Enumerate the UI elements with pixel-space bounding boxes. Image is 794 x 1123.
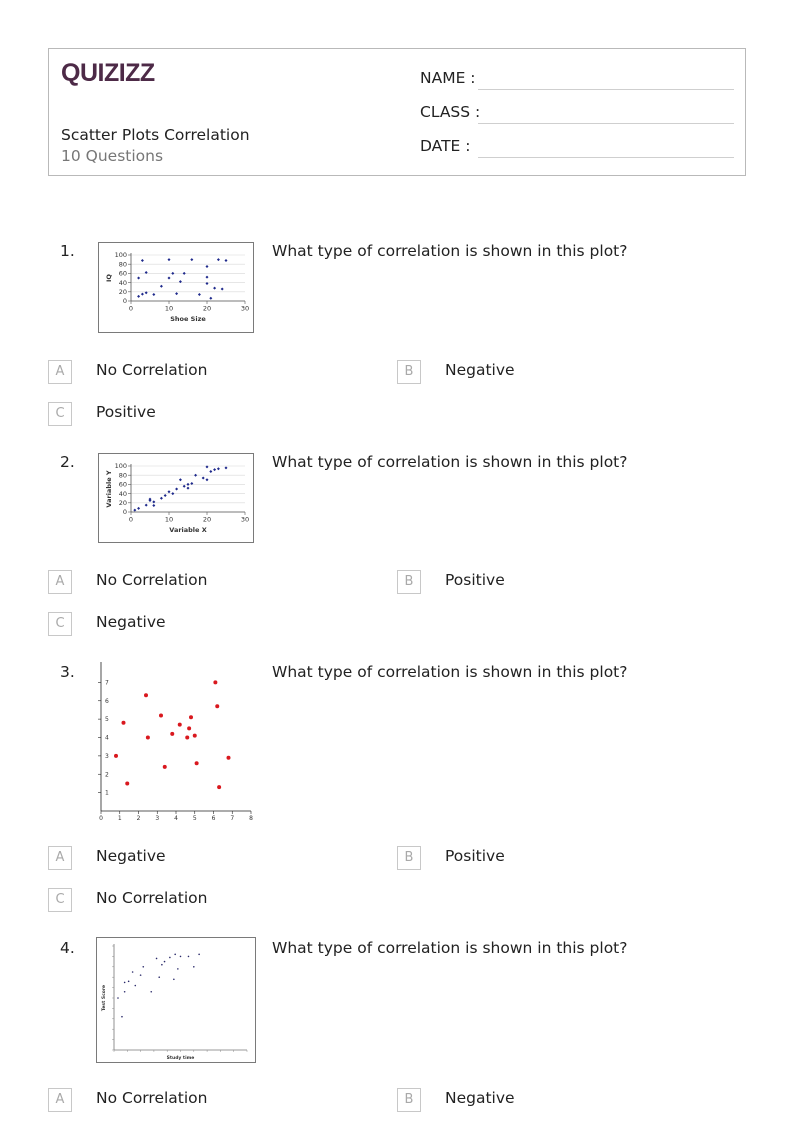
data-point (213, 680, 217, 684)
y-tick-label: 0 (122, 508, 127, 517)
option-letter: C (48, 612, 72, 636)
y-axis-label: Variable Y (105, 470, 113, 508)
data-point (217, 467, 220, 470)
y-tick-label: 20 (118, 288, 127, 296)
y-tick-label: 20 (118, 499, 127, 507)
data-point (163, 765, 167, 769)
answer-option[interactable] (48, 888, 348, 912)
data-point (209, 470, 212, 473)
data-point (170, 732, 174, 736)
data-point (146, 736, 150, 740)
x-tick-label: 4 (174, 815, 178, 822)
data-point (198, 954, 200, 956)
y-tick-label: 1 (105, 789, 109, 797)
answer-option[interactable] (48, 360, 348, 384)
answer-option[interactable] (48, 1088, 348, 1112)
data-point (169, 957, 171, 959)
data-point (150, 991, 152, 993)
question-text: What type of correlation is shown in this plot? (272, 663, 628, 681)
option-letter: C (48, 888, 72, 912)
data-point (159, 713, 163, 717)
data-point (189, 715, 193, 719)
data-point (178, 723, 182, 727)
data-point (156, 958, 158, 960)
data-point (180, 956, 182, 958)
scatter-plot (99, 243, 253, 332)
data-point (141, 293, 144, 296)
question-number: 3. (60, 663, 75, 681)
option-letter: B (397, 570, 421, 594)
x-axis-label: Variable X (169, 526, 207, 534)
question-image (96, 937, 256, 1063)
data-point (114, 754, 118, 758)
data-point (213, 287, 216, 290)
scatter-plot (99, 454, 253, 542)
x-axis-label: Study time (166, 1056, 195, 1061)
x-tick-label: 20 (202, 515, 212, 524)
answer-option[interactable] (48, 612, 348, 636)
y-tick-label: 2 (105, 771, 109, 779)
data-point (161, 964, 163, 966)
x-tick-label: 0 (128, 304, 134, 313)
data-point (221, 288, 224, 291)
question-image (98, 242, 254, 333)
data-point (134, 985, 136, 987)
data-point (202, 476, 205, 479)
data-point (141, 259, 144, 262)
scatter-plot (97, 938, 255, 1062)
option-letter: C (48, 402, 72, 426)
option-letter: A (48, 1088, 72, 1112)
answer-option[interactable] (48, 846, 348, 870)
data-point (185, 736, 189, 740)
y-tick-label: 6 (105, 697, 109, 705)
question-text: What type of correlation is shown in this plot? (272, 939, 628, 957)
data-point (164, 494, 167, 497)
data-point (217, 785, 221, 789)
name-label: NAME : (420, 69, 476, 87)
x-tick-label: 8 (249, 815, 253, 822)
option-text: Positive (96, 403, 156, 421)
x-tick-label: 20 (202, 304, 212, 313)
worksheet-header (48, 48, 746, 176)
x-tick-label: 30 (240, 515, 250, 524)
x-tick-label: 1 (117, 815, 122, 822)
data-point (193, 966, 195, 968)
x-tick-label: 3 (155, 815, 160, 822)
x-tick-label: 2 (136, 815, 141, 822)
data-point (168, 258, 171, 261)
answer-option[interactable] (397, 1088, 697, 1112)
y-tick-label: 100 (114, 462, 127, 471)
data-point (174, 954, 176, 956)
x-tick-label: 30 (240, 304, 250, 313)
option-letter: B (397, 1088, 421, 1112)
data-point (187, 483, 190, 486)
class-line (478, 123, 734, 124)
data-point (168, 277, 171, 280)
option-text: Positive (445, 571, 505, 589)
answer-option[interactable] (48, 402, 348, 426)
answer-option[interactable] (397, 570, 697, 594)
data-point (140, 974, 142, 976)
y-axis-label: IQ (105, 274, 113, 282)
y-tick-label: 80 (118, 260, 127, 269)
data-point (193, 734, 197, 738)
question-number: 2. (60, 453, 75, 471)
data-point (124, 991, 126, 993)
data-point (142, 966, 144, 968)
data-point (213, 468, 216, 471)
data-point (198, 293, 201, 296)
question-number: 4. (60, 939, 75, 957)
option-text: Negative (445, 1089, 515, 1107)
data-point (225, 466, 228, 469)
y-tick-label: 40 (118, 489, 127, 498)
data-point (194, 474, 197, 477)
data-point (183, 272, 186, 275)
data-point (168, 490, 171, 493)
question-image (96, 660, 258, 822)
option-text: No Correlation (96, 361, 208, 379)
question-text: What type of correlation is shown in this plot? (272, 242, 628, 260)
data-point (187, 487, 190, 490)
data-point (217, 258, 220, 261)
name-field[interactable] (420, 69, 734, 91)
data-point (124, 982, 126, 984)
y-tick-label: 100 (114, 251, 127, 260)
data-point (175, 292, 178, 295)
x-tick-label: 5 (192, 815, 197, 822)
option-letter: A (48, 360, 72, 384)
data-point (215, 704, 219, 708)
data-point (179, 478, 182, 481)
data-point (125, 781, 129, 785)
data-point (122, 721, 126, 725)
data-point (164, 961, 166, 963)
y-axis-label: Test Score (102, 984, 107, 1012)
data-point (137, 507, 140, 510)
data-point (132, 971, 134, 973)
question-image (98, 453, 254, 543)
quizizz-logo: QUIZIZZ (61, 59, 155, 87)
y-tick-label: 4 (105, 734, 109, 742)
data-point (175, 488, 178, 491)
data-point (206, 478, 209, 481)
y-tick-label: 3 (105, 752, 109, 760)
data-point (133, 509, 136, 512)
data-point (195, 761, 199, 765)
date-line (478, 157, 734, 158)
name-line (478, 89, 734, 90)
data-point (190, 258, 193, 261)
class-field[interactable] (420, 103, 734, 125)
question-number: 1. (60, 242, 75, 260)
x-tick-label: 10 (164, 304, 174, 313)
question-count: 10 Questions (61, 147, 164, 165)
data-point (160, 497, 163, 500)
data-point (173, 978, 175, 980)
scatter-plot (96, 660, 258, 822)
option-text: Positive (445, 847, 505, 865)
data-point (128, 981, 130, 983)
option-letter: A (48, 570, 72, 594)
data-point (225, 259, 228, 262)
data-point (144, 693, 148, 697)
data-point (171, 492, 174, 495)
x-tick-label: 10 (164, 515, 174, 524)
question-text: What type of correlation is shown in this plot? (272, 453, 628, 471)
answer-option[interactable] (397, 846, 697, 870)
class-label: CLASS : (420, 103, 481, 121)
y-tick-label: 60 (118, 480, 127, 489)
y-tick-label: 80 (118, 471, 127, 480)
option-letter: B (397, 846, 421, 870)
option-text: No Correlation (96, 1089, 208, 1107)
date-label: DATE : (420, 137, 471, 155)
y-tick-label: 5 (105, 716, 109, 724)
x-tick-label: 0 (128, 515, 134, 524)
data-point (121, 1016, 123, 1018)
data-point (137, 277, 140, 280)
option-letter: A (48, 846, 72, 870)
data-point (158, 976, 160, 978)
option-text: No Correlation (96, 571, 208, 589)
answer-option[interactable] (397, 360, 697, 384)
option-letter: B (397, 360, 421, 384)
data-point (160, 285, 163, 288)
data-point (227, 756, 231, 760)
data-point (206, 265, 209, 268)
data-point (152, 504, 155, 507)
data-point (137, 295, 140, 298)
x-tick-label: 7 (230, 815, 235, 822)
data-point (152, 293, 155, 296)
data-point (188, 956, 190, 958)
option-text: No Correlation (96, 889, 208, 907)
option-text: Negative (445, 361, 515, 379)
answer-option[interactable] (48, 570, 348, 594)
data-point (117, 997, 119, 999)
option-text: Negative (96, 847, 166, 865)
x-tick-label: 6 (211, 815, 216, 822)
y-tick-label: 0 (122, 297, 127, 306)
date-field[interactable] (420, 137, 734, 159)
data-point (171, 272, 174, 275)
data-point (209, 297, 212, 300)
y-tick-label: 7 (105, 679, 109, 687)
data-point (183, 485, 186, 488)
data-point (145, 504, 148, 507)
data-point (177, 968, 179, 970)
y-tick-label: 60 (118, 269, 127, 278)
data-point (206, 276, 209, 279)
x-axis-label: Shoe Size (170, 315, 206, 323)
option-text: Negative (96, 613, 166, 631)
worksheet-title: Scatter Plots Correlation (61, 126, 250, 144)
y-tick-label: 40 (118, 278, 127, 287)
data-point (187, 726, 191, 730)
x-tick-label: 0 (99, 815, 103, 822)
